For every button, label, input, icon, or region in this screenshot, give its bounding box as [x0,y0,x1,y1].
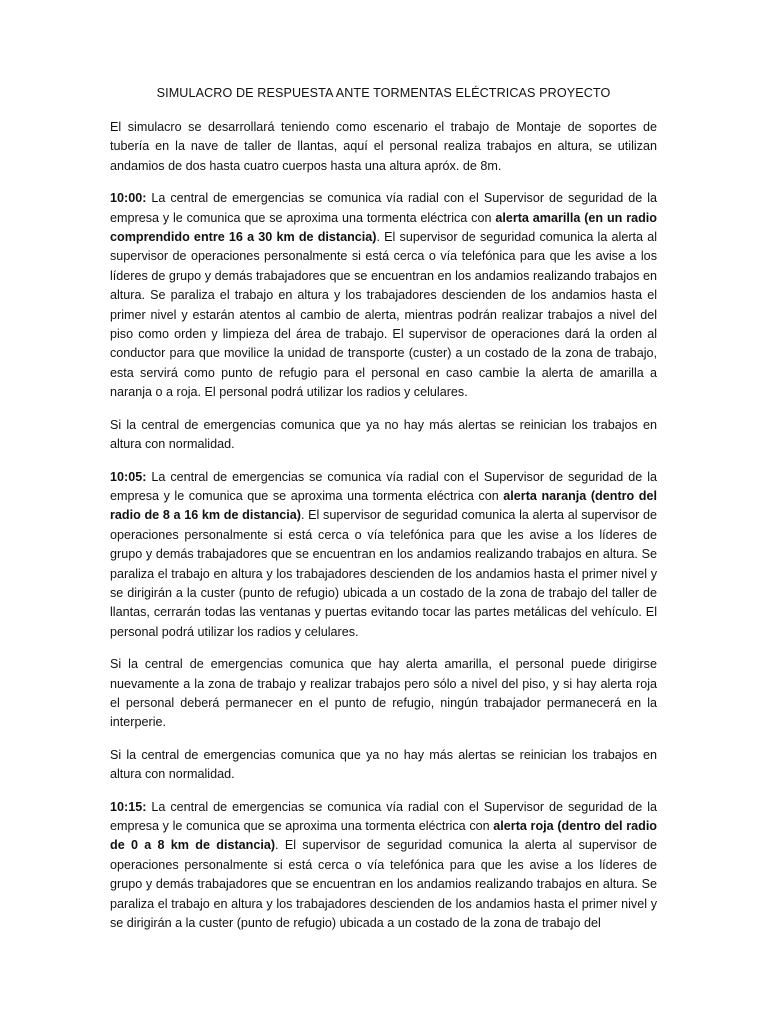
resume-paragraph: Si la central de emergencias comunica que ya no hay más alertas se reinician los trabajos en altura con normalidad. [110,747,657,782]
alert-level: alerta amarilla [495,210,581,225]
time-label: 10:15: [110,799,147,814]
alert-distance: (en un radio comprendido entre 16 a 30 km de distancia) [110,210,657,245]
paragraph-1005: 10:05: La central de emergencias se comunica vía radial con el Supervisor de seguridad de la empresa y le comunica que se aproxima una tormenta eléctrica con alerta naranja (dentro del radio de 8 a 16 km de distancia). El supervisor de seguridad comunica la alerta al supervisor de operaciones personalmente si está cerca o vía telefónica para que les avise a los líderes de grupo y demás trabajadores que se encuentran en los andamios realizando trabajos en altura. Se paraliza el trabajo en altura y los trabajadores descienden de los andamios hasta el primer nivel y se dirigirán a la custer (punto de refugio) ubicada a un costado de la zona de trabajo del taller de llantas, cerrarán todas las ventanas y puertas evitando tocar las partes metálicas del vehículo. El personal podrá utilizar los radios y celulares. [110,469,657,639]
time-label: 10:00: [110,191,147,206]
alert-distance: (dentro del radio de 8 a 16 km de distancia) [110,488,657,523]
intro-paragraph: El simulacro se desarrollará teniendo como escenario el trabajo de Montaje de soportes de tubería en la nave de taller de llantas, aquí el personal realiza trabajos en altura, se utilizan andamios de dos hasta cuatro cuerpos hasta una altura apróx. de 8m. [110,120,657,173]
alert-distance: (dentro del radio de 0 a 8 km de distancia) [110,819,658,853]
alert-level: alerta naranja [503,488,587,503]
amber-alert-paragraph: Si la central de emergencias comunica que hay alerta amarilla, el personal puede dirigirse nuevamente a la zona de trabajo y realizar trabajos pero sólo a nivel del piso, y si hay alerta roja el personal deberá permanecer en el punto de refugio, ningún trabajador permanecerá en la interperie. [110,657,657,730]
document-page [110,84,657,946]
time-label: 10:05: [110,469,147,484]
alert-level: alerta roja [493,819,554,833]
paragraph-1015: 10:15: La central de emergencias se comunica vía radial con el Supervisor de seguridad de la empresa y le comunica que se aproxima una tormenta eléctrica con alerta roja (dentro del radio de 0 a 8 km de distancia). El supervisor de seguridad comunica la alerta al supervisor de operaciones personalmente si está cerca o vía telefónica para que les avise a los líderes de grupo y demás trabajadores que se encuentran en los andamios realizando trabajos en altura. Se paraliza el trabajo en altura y los trabajadores descienden de los andamios hasta el primer nivel y se dirigirán a la custer (punto de refugio) ubicada a un costado de la zona de trabajo del [110,799,658,931]
paragraph-1000: 10:00: La central de emergencias se comunica vía radial con el Supervisor de seguridad de la empresa y le comunica que se aproxima una tormenta eléctrica con alerta amarilla (en un radio comprendido entre 16 a 30 km de distancia). El supervisor de seguridad comunica la alerta al supervisor de operaciones personalmente si está cerca o vía telefónica para que les avise a los líderes de grupo y demás trabajadores que se encuentran en los andamios realizando trabajos en altura. Se paraliza el trabajo en altura y los trabajadores descienden de los andamios hasta el primer nivel y estarán atentos al cambio de alerta, mientras podrán realizar trabajos a nivel del piso como orden y limpieza del área de trabajo. El supervisor de operaciones dará la orden al conductor para que movilice la unidad de transporte (custer) a un costado de la zona de trabajo, esta servirá como punto de refugio para el personal en caso cambie la alerta de amarilla a naranja o a roja. El personal podrá utilizar los radios y celulares. [110,191,657,400]
resume-paragraph: Si la central de emergencias comunica que ya no hay más alertas se reinician los trabajos en altura con normalidad. [110,417,657,452]
document-title: SIMULACRO DE RESPUESTA ANTE TORMENTAS ELÉCTRICAS PROYECTO [156,86,611,100]
